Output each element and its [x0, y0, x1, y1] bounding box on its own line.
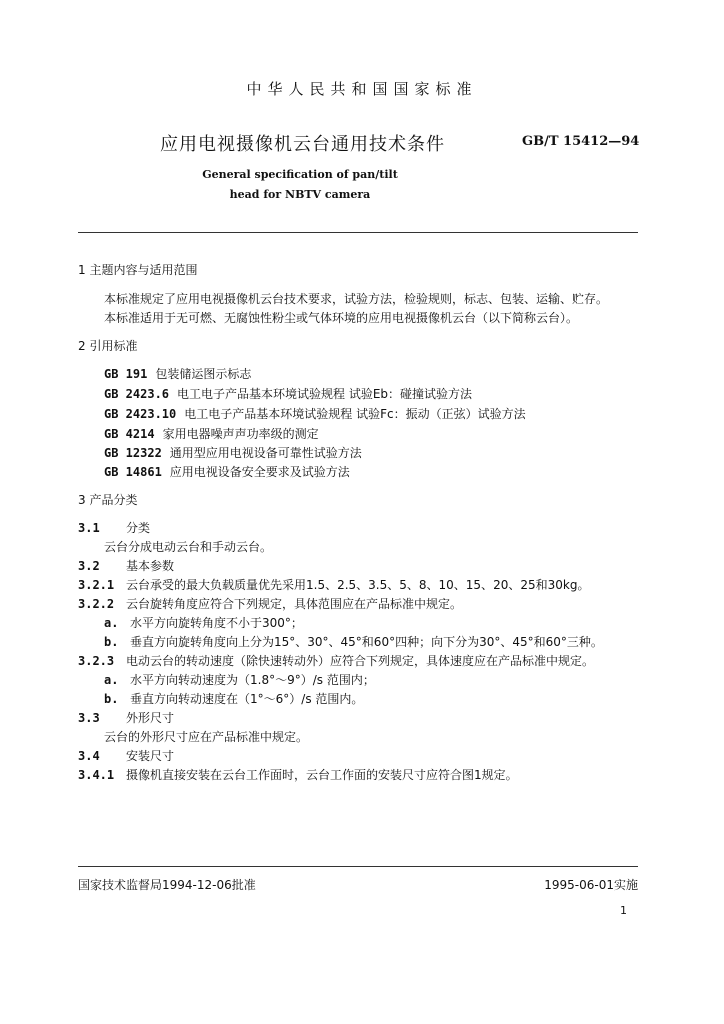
clause-3-4 [78, 747, 174, 764]
effective-date: 1995-06-01实施 [544, 878, 638, 892]
reference-number: GB 14861 [104, 465, 162, 479]
reference-item [104, 385, 472, 402]
document-title: 应用电视摄像机云台通用技术条件 [160, 134, 445, 155]
clause-text: 外形尺寸 [126, 711, 175, 725]
list-marker: a. [104, 616, 119, 630]
reference-number: GB 191 [104, 367, 148, 381]
list-item-a [104, 671, 375, 688]
clause-text: 云台旋转角度应符合下列规定，具体范围应在产品标准中规定。 [126, 597, 463, 611]
list-text: 垂直方向转动速度在（1°～6°）/s 范围内。 [130, 692, 364, 706]
clause-body: 云台分成电动云台和手动云台。 [104, 540, 273, 554]
clause-text: 摄像机直接安装在云台工作面时，云台工作面的安装尺寸应符合图1规定。 [126, 768, 518, 782]
english-title-line-2: head for NBTV camera [229, 188, 371, 201]
reference-text: 电工电子产品基本环境试验规程 试验Fc：振动（正弦）试验方法 [184, 407, 526, 421]
reference-text: 家用电器噪声声功率级的测定 [162, 427, 319, 441]
footer-divider [78, 866, 638, 867]
english-title-line-1: General specification of pan/tilt [202, 168, 398, 181]
list-text: 水平方向转动速度为（1.8°～9°）/s 范围内； [130, 673, 375, 687]
section-2-heading: 2 引用标准 [78, 339, 138, 353]
reference-text: 包装储运图示标志 [155, 367, 252, 381]
clause-number: 3.2.3 [78, 654, 115, 668]
header-divider [78, 232, 638, 233]
issuing-authority-title: 中华人民共和国国家标准 [246, 80, 478, 98]
reference-text: 通用型应用电视设备可靠性试验方法 [169, 446, 362, 460]
page-number: 1 [620, 904, 627, 917]
reference-number: GB 2423.10 [104, 407, 177, 421]
reference-number: GB 4214 [104, 427, 155, 441]
reference-item [104, 365, 251, 382]
reference-item [104, 463, 350, 480]
clause-text: 基本参数 [126, 559, 175, 573]
list-marker: b. [104, 692, 119, 706]
reference-number: GB 12322 [104, 446, 162, 460]
clause-number: 3.1 [78, 521, 100, 535]
clause-number: 3.2 [78, 559, 100, 573]
clause-text: 电动云台的转动速度（除快速转动外）应符合下列规定，具体速度应在产品标准中规定。 [126, 654, 595, 668]
reference-text: 电工电子产品基本环境试验规程 试验Eb：碰撞试验方法 [177, 387, 473, 401]
reference-item [104, 425, 319, 442]
reference-item [104, 444, 362, 461]
clause-number: 3.2.2 [78, 597, 115, 611]
clause-text: 安装尺寸 [126, 749, 175, 763]
list-text: 垂直方向旋转角度向上分为15°、30°、45°和60°四种；向下分为30°、45°和60°三种。 [130, 635, 603, 649]
clause-number: 3.3 [78, 711, 100, 725]
clause-number: 3.2.1 [78, 578, 115, 592]
approval-statement: 国家技术监督局1994-12-06批准 [78, 878, 256, 892]
clause-text: 云台承受的最大负载质量优先采用1.5、2.5、3.5、5、8、10、15、20、25和30kg。 [126, 578, 590, 592]
reference-item [104, 405, 526, 422]
reference-text: 应用电视设备安全要求及试验方法 [169, 465, 350, 479]
clause-number: 3.4.1 [78, 768, 115, 782]
section-1-heading: 1 主题内容与适用范围 [78, 263, 198, 277]
list-item-a [104, 614, 303, 631]
clause-3-2-1 [78, 576, 589, 593]
clause-3-2-3 [78, 652, 594, 669]
clause-body: 云台的外形尺寸应在产品标准中规定。 [104, 730, 309, 744]
clause-3-2 [78, 557, 174, 574]
clause-3-4-1 [78, 766, 518, 783]
clause-3-2-2 [78, 595, 462, 612]
clause-3-3 [78, 709, 174, 726]
list-text: 水平方向旋转角度不小于300°； [130, 616, 303, 630]
section-3-heading: 3 产品分类 [78, 493, 138, 507]
reference-number: GB 2423.6 [104, 387, 170, 401]
standard-number: GB/T 15412—94 [522, 134, 640, 149]
list-marker: a. [104, 673, 119, 687]
section-1-paragraph-2: 本标准适用于无可燃、无腐蚀性粉尘或气体环境的应用电视摄像机云台（以下简称云台）。 [104, 311, 579, 325]
list-item-b [104, 633, 603, 650]
list-item-b [104, 690, 363, 707]
clause-3-1 [78, 519, 150, 536]
list-marker: b. [104, 635, 119, 649]
clause-number: 3.4 [78, 749, 100, 763]
clause-text: 分类 [126, 521, 151, 535]
section-1-paragraph-1: 本标准规定了应用电视摄像机云台技术要求，试验方法，检验规则，标志、包装、运输、贮存。 [104, 292, 609, 306]
